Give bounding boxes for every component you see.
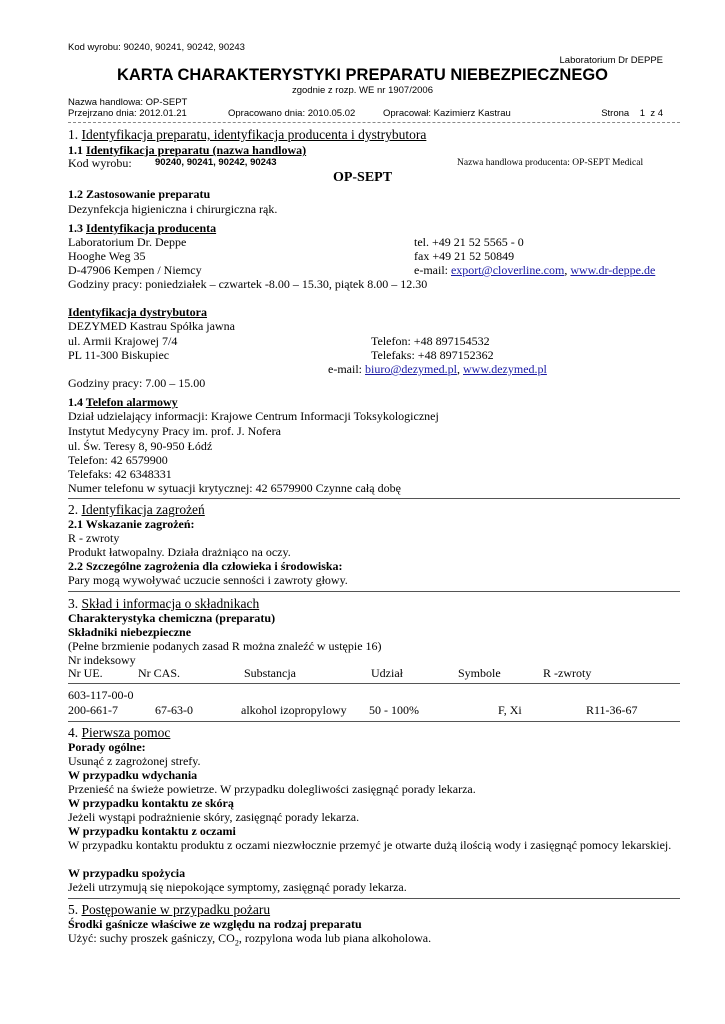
producer-email-link[interactable]: export@cloverline.com [450,263,565,277]
producer-website-link[interactable]: www.dr-deppe.de [570,263,656,277]
distributor-hours: Godziny pracy: 7.00 – 15.00 [68,376,206,390]
section-1-4-title: 1.4 Telefon alarmowy [68,395,178,409]
col-header-cas: Nr CAS. [138,666,181,680]
special-hazards-text: Pary mogą wywoływać uczucie senności i zawroty głowy. [68,573,348,587]
alarm-line-3: ul. Św. Teresy 8, 90-950 Łódź [68,439,213,453]
distributor-phone: Telefon: +48 897154532 [371,334,490,348]
inhalation-heading: W przypadku wdychania [68,768,198,782]
document-title: KARTA CHARAKTERYSTYKI PREPARATU NIEBEZPIECZNEGO [116,66,609,84]
section-1-1-title: 1.1 Identyfikacja preparatu (nazwa handlowa) [68,143,307,157]
extinguishing-media-text: Użyć: suchy proszek gaśniczy, $CO_2$, rozpylona woda lub piana alkoholowa. [68,931,432,948]
reviewed-date: Przejrzano dnia: 2012.01.21 [68,108,187,119]
product-name: OP-SEPT [332,170,393,185]
col-header-ec: Nr UE. [68,666,103,680]
lab-name-header: Laboratorium Dr DEPPE [559,55,663,66]
section-2-title: 2. Identyfikacja zagrożeń [68,502,205,517]
producer-street: Hooghe Weg 35 [68,249,146,263]
col-header-substance: Substancja [244,666,296,680]
row-symbols: F, Xi [498,703,522,717]
section-1-title: 1. Identyfikacja preparatu, identyfikacja producenta i dystrybutora [68,127,427,142]
producer-hours: Godziny pracy: poniedziałek – czwartek -8.00 – 15.30, piątek 8.00 – 12.30 [68,277,428,291]
table-header-divider [68,683,680,684]
section-1-divider [68,498,680,499]
alarm-line-6: Numer telefonu w sytuacji krytycznej: 42 6579900 Czynne całą dobę [68,481,401,495]
section-1-3-title: 1.3 Identyfikacja producenta [68,221,217,235]
producer-city: D-47906 Kempen / Niemcy [68,263,202,277]
alarm-line-4: Telefon: 42 6579900 [68,453,168,467]
product-code-label: Kod wyrobu: [68,156,132,170]
section-5-title: 5. Postępowanie w przypadku pożaru [68,902,271,917]
section-1-2-title: 1.2 Zastosowanie preparatu [68,187,211,201]
alarm-line-2: Instytut Medycyny Pracy im. prof. J. Nofera [68,424,281,438]
alarm-line-1: Dział udzielający informacji: Krajowe Centrum Informacji Toksykologicznej [68,409,439,423]
skin-contact-text: Jeżeli wystąpi podrażnienie skóry, zasięgnąć porady lekarza. [68,810,360,824]
col-header-r-phrases: R -zwroty [543,666,592,680]
section-3-divider [68,721,680,722]
producer-contact: e-mail: export@cloverline.com, www.dr-deppe.de [414,263,656,277]
distributor-website-link[interactable]: www.dezymed.pl [463,362,547,376]
general-advice-text: Usunąć z zagrożonej strefy. [68,754,201,768]
section-2-2-title: 2.2 Szczególne zagrożenia dla człowieka i środowiska: [68,559,343,573]
distributor-name: DEZYMED Kastrau Spółka jawna [68,319,235,333]
extinguishing-media-heading: Środki gaśnicze właściwe ze względu na rodzaj preparatu [68,917,362,931]
trade-name-header: Nazwa handlowa: OP-SEPT [68,97,188,108]
hazardous-components: Składniki niebezpieczne [68,625,192,639]
row-substance: alkohol izopropylowy [241,703,347,717]
row-ec-number: 200-661-7 [68,703,118,717]
header-divider [68,122,680,123]
producer-phone: tel. +49 21 52 5565 - 0 [414,235,524,249]
section-3-title: 3. Skład i informacja o składnikach [68,596,260,611]
distributor-fax: Telefaks: +48 897152362 [371,348,494,362]
distributor-title: Identyfikacja dystrybutora [68,305,208,319]
r-phrases-note: (Pełne brzmienie podanych zasad R można znaleźć w ustępie 16) [68,639,382,653]
section-4-divider [68,898,680,899]
page-number: Strona 1 z 4 [601,108,663,119]
distributor-contact: e-mail: biuro@dezymed.pl, www.dezymed.pl [328,362,547,376]
distributor-street: ul. Armii Krajowej 7/4 [68,334,178,348]
ingestion-text: Jeżeli utrzymują się niepokojące symptomy, zasięgnąć porady lekarza. [68,880,407,894]
r-phrases-label: R - zwroty [68,531,120,545]
producer-trade-name: Nazwa handlowa producenta: OP-SEPT Medical [457,158,644,168]
eye-contact-heading: W przypadku kontaktu z oczami [68,824,236,838]
usage-text: Dezynfekcja higieniczna i chirurgiczna rąk. [68,202,278,216]
prepared-date: Opracowano dnia: 2010.05.02 [228,108,356,119]
inhalation-text: Przenieść na świeże powietrze. W przypadku dolegliwości zasięgnąć porady lekarza. [68,782,476,796]
alarm-line-5: Telefaks: 42 6348331 [68,467,172,481]
col-header-symbols: Symbole [458,666,501,680]
skin-contact-heading: W przypadku kontaktu ze skórą [68,796,234,810]
row-index-number: 603-117-00-0 [68,688,134,702]
producer-name: Laboratorium Dr. Deppe [68,235,187,249]
chemical-characteristics: Charakterystyka chemiczna (preparatu) [68,611,276,625]
general-advice-heading: Porady ogólne: [68,740,146,754]
prepared-by: Opracował: Kazimierz Kastrau [383,108,511,119]
section-2-divider [68,591,680,592]
eye-contact-text: W przypadku kontaktu produktu z oczami niezwłocznie przemyć je otwarte dużą ilością wody i zasięgnąć pomocy lekarskiej. [68,838,672,852]
document-subtitle: zgodnie z rozp. WE nr 1907/2006 [291,85,433,96]
distributor-city: PL 11-300 Biskupiec [68,348,170,362]
hazard-description: Produkt łatwopalny. Działa drażniąco na oczy. [68,545,291,559]
product-code-header: Kod wyrobu: 90240, 90241, 90242, 90243 [68,42,245,53]
section-4-title: 4. Pierwsza pomoc [68,725,171,740]
col-header-share: Udział [371,666,403,680]
row-share: 50 - 100% [369,703,419,717]
ingestion-heading: W przypadku spożycia [68,866,186,880]
producer-fax: fax +49 21 52 50849 [414,249,515,263]
product-code-value: 90240, 90241, 90242, 90243 [155,157,277,168]
row-r-phrases: R11-36-67 [586,703,638,717]
index-number-header: Nr indeksowy [68,653,136,667]
section-2-1-title: 2.1 Wskazanie zagrożeń: [68,517,195,531]
distributor-email-link[interactable]: biuro@dezymed.pl [364,362,458,376]
row-cas-number: 67-63-0 [155,703,193,717]
